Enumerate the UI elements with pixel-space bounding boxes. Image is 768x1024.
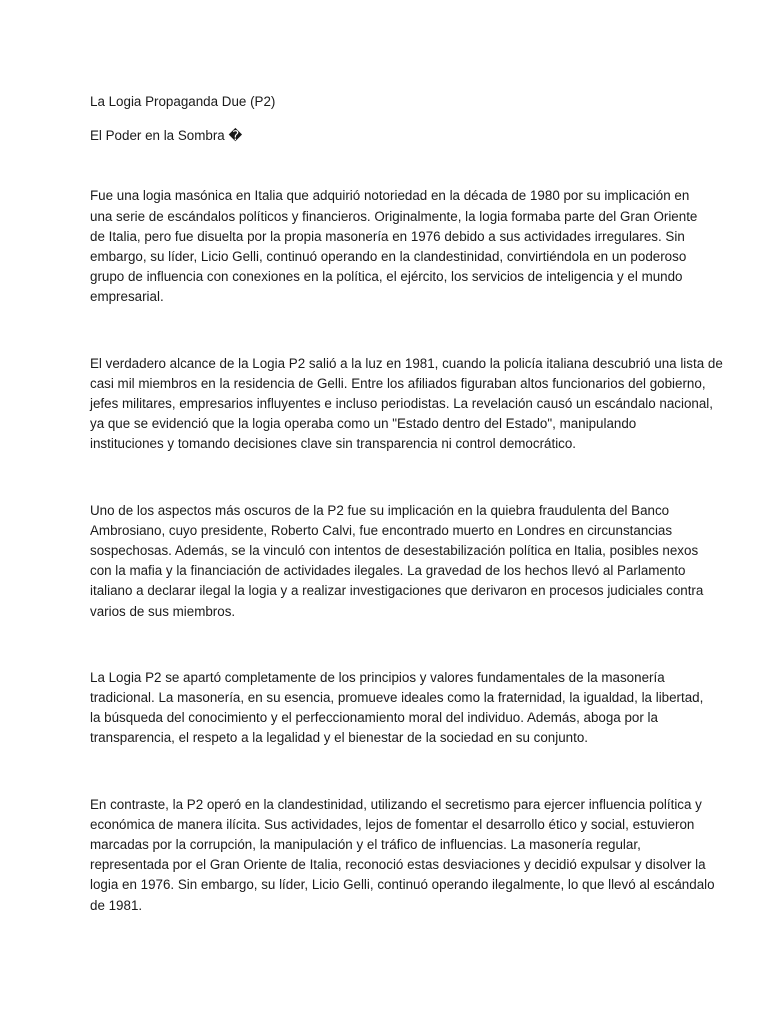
paragraph-line: de Italia, pero fue disuelta por la propia masonería en 1976 debido a sus actividades irregulares. Sin	[90, 228, 685, 244]
paragraph-2	[90, 354, 723, 455]
paragraph-line: Uno de los aspectos más oscuros de la P2 fue su implicación en la quiebra fraudulenta del Banco	[90, 502, 670, 518]
paragraph-line: El verdadero alcance de la Logia P2 salió a la luz en 1981, cuando la policía italiana descubrió una lista de	[90, 355, 723, 371]
paragraph-line: ya que se evidenció que la logia operaba como un "Estado dentro del Estado", manipulando	[90, 416, 637, 432]
paragraph-line: italiano a declarar ilegal la logia y a realizar investigaciones que derivaron en procesos judiciales contra	[90, 583, 704, 599]
paragraph-line: casi mil miembros en la residencia de Gelli. Entre los afiliados figuraban altos funcionarios del gobierno,	[90, 375, 706, 391]
paragraph-1	[90, 186, 698, 307]
paragraph-line: marcadas por la corrupción, la manipulación y el tráfico de influencias. La masonería regular,	[90, 837, 641, 853]
paragraph-line: Ambrosiano, cuyo presidente, Roberto Calvi, fue encontrado muerto en Londres en circunstancias	[90, 522, 673, 538]
paragraph-line: varios de sus miembros.	[90, 603, 236, 619]
paragraph-5	[90, 795, 715, 916]
paragraph-line: transparencia, el respeto a la legalidad y el bienestar de la sociedad en su conjunto.	[90, 730, 589, 746]
paragraph-line: grupo de influencia con conexiones en la política, el ejército, los servicios de inteligencia y el mundo	[90, 269, 683, 285]
document-body	[90, 92, 723, 916]
paragraph-line: sospechosas. Además, se la vinculó con intentos de desestabilización política en Italia, posibles nexos	[90, 543, 699, 559]
paragraph-line: embargo, su líder, Licio Gelli, continuó operando en la clandestinidad, convirtiéndola en un poderoso	[90, 249, 687, 265]
paragraph-line: Fue una logia masónica en Italia que adquirió notoriedad en la década de 1980 por su implicación en	[90, 188, 690, 204]
paragraph-4	[90, 668, 704, 749]
document-subtitle: El Poder en la Sombra �	[90, 128, 243, 144]
paragraph-line: de 1981.	[90, 897, 143, 913]
paragraph-line: económica de manera ilícita. Sus actividades, lejos de fomentar el desarrollo ético y social, estuvieron	[90, 816, 695, 832]
paragraph-line: la búsqueda del conocimiento y el perfeccionamiento moral del individuo. Además, aboga por la	[90, 710, 658, 726]
paragraph-line: una serie de escándalos políticos y financieros. Originalmente, la logia formaba parte del Gran Oriente	[90, 208, 698, 224]
paragraph-line: empresarial.	[90, 289, 164, 305]
paragraph-line: con la mafia y la financiación de actividades ilegales. La gravedad de los hechos llevó al Parlamento	[90, 563, 686, 579]
paragraph-line: instituciones y tomando decisiones clave sin transparencia ni control democrático.	[90, 436, 577, 452]
paragraph-line: En contraste, la P2 operó en la clandestinidad, utilizando el secretismo para ejercer influencia política y	[90, 796, 702, 812]
paragraph-line: jefes militares, empresarios influyentes e incluso periodistas. La revelación causó un escándalo nacional,	[90, 396, 714, 412]
paragraph-line: logia en 1976. Sin embargo, su líder, Licio Gelli, continuó operando ilegalmente, lo que llevó al escándalo	[90, 877, 715, 893]
paragraph-3	[90, 501, 704, 622]
paragraph-line: La Logia P2 se apartó completamente de los principios y valores fundamentales de la masonería	[90, 669, 665, 685]
paragraph-line: tradicional. La masonería, en su esencia, promueve ideales como la fraternidad, la igualdad, la libertad,	[90, 690, 704, 706]
paragraph-line: representada por el Gran Oriente de Italia, reconoció estas desviaciones y decidió expulsar y disolver la	[90, 857, 706, 873]
document-title: La Logia Propaganda Due (P2)	[90, 94, 276, 109]
